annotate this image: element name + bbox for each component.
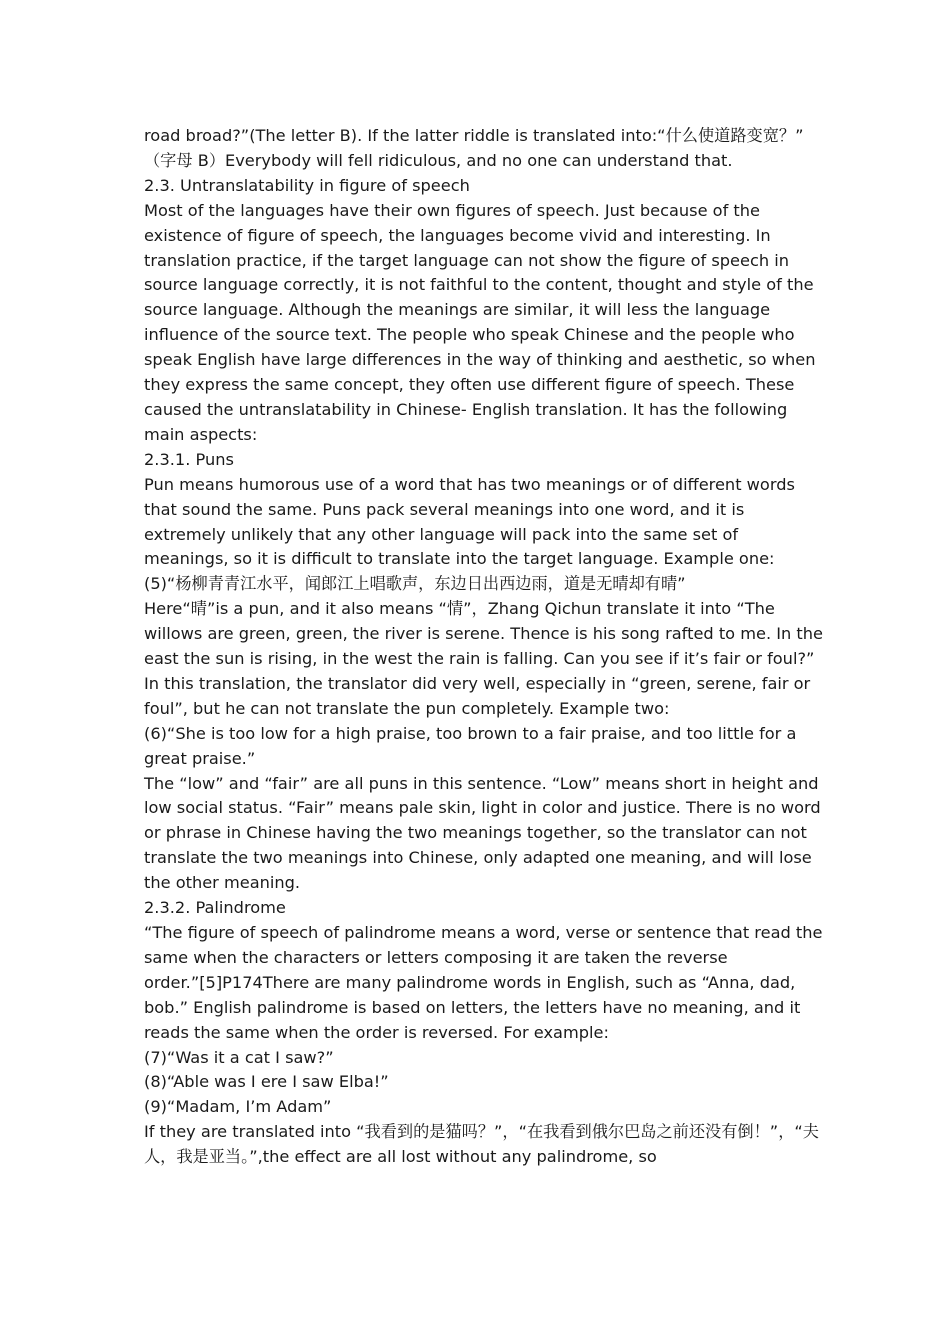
paragraph-figure-of-speech: Most of the languages have their own figures of speech. Just because of the existence of figure of speech, the languages become vivid and interesting. In translation practice, if the target language can not show the figure of speech in source language correctly, it is not faithful to the content, thought and style of the source language. Although the meanings are similar, it will less the language influence of the source text. The people who speak Chinese and the people who speak English have large differences in the way of thinking and aesthetic, so when they express the same concept, they often use different figure of speech. These caused the untranslatability in Chinese- English translation. It has the following main aspects: — [144, 200, 816, 444]
example-8: (8)“Able was I ere I saw Elba!” — [144, 1072, 389, 1092]
paragraph-riddle-continuation: road broad?”(The letter B). If the latter riddle is translated into:“什么使道路变宽？” （字母 B）Everybody will fell ridiculous, and no one can understand that. — [144, 126, 804, 170]
subsection-heading-puns: 2.3.1. Puns — [144, 449, 234, 469]
paragraph-pun-analysis: Here“晴”is a pun, and it also means “情”，Zhang Qichun translate it into “The willows are green, green, the river is serene. Thence is his song rafted to me. In the east the sun is rising, in the west the rain is falling. Can you see if it’s fair or foul?” In this translation, the translator did very well, especially in “green, serene, fair or foul”, but he can not translate the pun completely. Example two: — [144, 599, 823, 718]
paragraph-puns-definition: Pun means humorous use of a word that has two meanings or of different words that sound the same. Puns pack several meanings into one word, and it is extremely unlikely that any other language will pack into the same set of meanings, so it is difficult to translate into the target language. Example one: — [144, 474, 795, 569]
paragraph-palindrome-translation: If they are translated into “我看到的是猫吗？”，“在我看到俄尔巴岛之前还没有倒！”，“夫人，我是亚当。”,the effect are all lost without any palindrome, so — [144, 1122, 819, 1167]
example-5: (5)“杨柳青青江水平，闻郎江上唱歌声，东边日出西边雨，道是无晴却有晴” — [144, 574, 686, 594]
paragraph-low-fair-puns: The “low” and “fair” are all puns in this sentence. “Low” means short in height and low social status. “Fair” means pale skin, light in color and justice. There is no word or phrase in Chinese having the two meanings together, so the translator can not translate the two meanings into Chinese, only adapted one meaning, and will lose the other meaning. — [144, 773, 821, 893]
example-7: (7)“Was it a cat I saw?” — [144, 1047, 334, 1067]
paragraph-palindrome-definition: “The figure of speech of palindrome means a word, verse or sentence that read the same when the characters or letters composing it are taken the reverse order.”[5]P174There are many palindrome words in English, such as “Anna, dad, bob.” English palindrome is based on letters, the letters have no meaning, and it reads the same when the order is reversed. For example: — [144, 923, 823, 1042]
subsection-heading-palindrome: 2.3.2. Palindrome — [144, 898, 286, 918]
document-body — [144, 124, 824, 1170]
example-9: (9)“Madam, I’m Adam” — [144, 1097, 332, 1117]
example-6: (6)“She is too low for a high praise, too brown to a fair praise, and too little for a great praise.” — [144, 723, 797, 768]
section-heading-figure-of-speech: 2.3. Untranslatability in figure of speech — [144, 175, 470, 195]
